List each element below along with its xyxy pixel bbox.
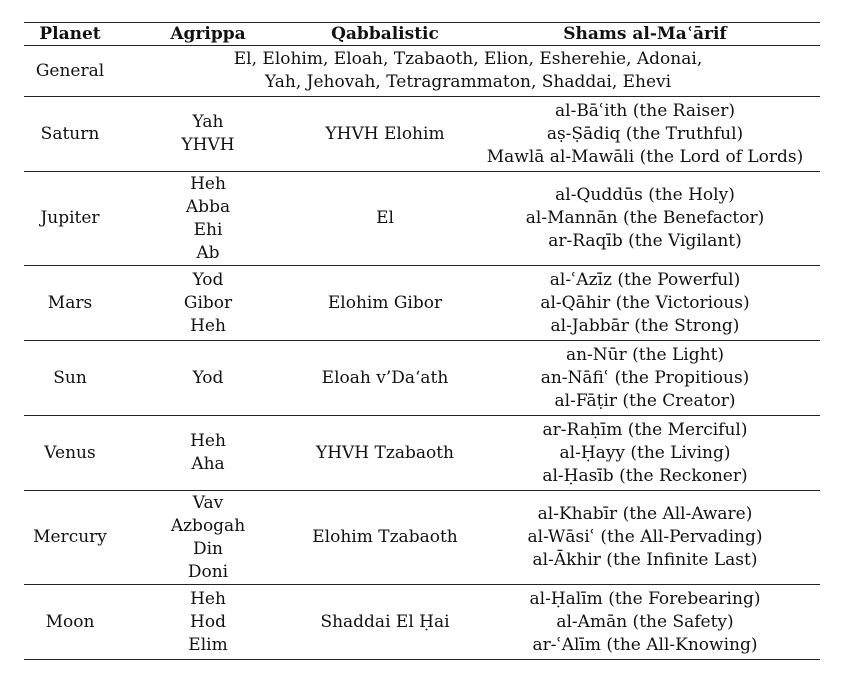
agrippa-cell	[116, 585, 300, 660]
shams-name: ar-Raqīb (the Vigilant)	[548, 231, 742, 251]
agrippa-cell	[116, 416, 300, 491]
table-row	[24, 341, 820, 416]
planet-cell: General	[24, 46, 116, 97]
agrippa-name: Yod	[192, 269, 224, 290]
general-row	[24, 46, 820, 97]
shams-name: al-Quddūs (the Holy)	[555, 185, 735, 205]
qabbalistic-cell: Eloah v’Da‘ath	[300, 341, 470, 416]
shams-name: al-ʿAzīz (the Powerful)	[549, 269, 741, 290]
agrippa-name: Abba	[185, 196, 231, 217]
table-row	[24, 97, 820, 172]
shams-name: al-Mannān (the Benefactor)	[525, 208, 765, 228]
shams-name: ar-Raḥīm (the Merciful)	[542, 419, 748, 440]
table-row	[24, 416, 820, 491]
shams-name: al-Ḥalīm (the Forebearing)	[529, 588, 761, 609]
agrippa-name: Ehi	[193, 219, 223, 240]
shams-cell	[470, 97, 820, 172]
header-shams: Shams al-Maʿārif	[470, 23, 820, 46]
planet-cell: Venus	[24, 416, 116, 491]
agrippa-cell	[116, 491, 300, 585]
shams-cell	[470, 585, 820, 660]
shams-cell	[470, 416, 820, 491]
shams-name: ar-ʿAlīm (the All-Knowing)	[532, 634, 758, 655]
agrippa-name: Hod	[190, 611, 226, 632]
header-qabbalistic: Qabbalistic	[300, 23, 470, 46]
shams-name: an-Nāfiʿ (the Propitious)	[540, 367, 750, 388]
agrippa-name: Yod	[192, 367, 224, 388]
header-agrippa: Agrippa	[116, 23, 300, 46]
shams-name: al-Amān (the Safety)	[556, 611, 734, 632]
shams-cell	[470, 172, 820, 266]
agrippa-name: Heh	[190, 315, 226, 336]
shams-name: al-Fāṭir (the Creator)	[554, 390, 736, 411]
table-row	[24, 585, 820, 660]
agrippa-cell	[116, 172, 300, 266]
shams-name: al-Ākhir (the Infinite Last)	[532, 550, 758, 570]
agrippa-name: Din	[192, 538, 223, 559]
shams-name: al-Jabbār (the Strong)	[550, 315, 740, 336]
agrippa-name: Ab	[196, 242, 220, 263]
agrippa-name: Heh	[190, 431, 226, 451]
shams-cell	[470, 341, 820, 416]
shams-name: al-Ḥasīb (the Reckoner)	[542, 465, 748, 486]
agrippa-name: Vav	[192, 492, 224, 513]
shams-cell	[470, 491, 820, 585]
general-names-cell	[116, 46, 820, 97]
shams-name: al-Wāsiʿ (the All-Pervading)	[527, 527, 763, 547]
agrippa-cell	[116, 341, 300, 416]
planet-cell: Moon	[24, 585, 116, 660]
planet-cell: Jupiter	[24, 172, 116, 266]
planet-cell: Sun	[24, 341, 116, 416]
agrippa-name: Elim	[188, 634, 228, 655]
general-names-line: El, Elohim, Eloah, Tzabaoth, Elion, Esherehie, Adonai,	[233, 49, 703, 69]
shams-name: an-Nūr (the Light)	[565, 344, 725, 365]
shams-name: al-Ḥayy (the Living)	[559, 442, 731, 463]
shams-name: Mawlā al-Mawāli (the Lord of Lords)	[486, 146, 804, 167]
agrippa-name: Heh	[190, 173, 226, 194]
agrippa-name: Gibor	[183, 292, 233, 313]
agrippa-cell	[116, 266, 300, 341]
planet-cell: Mars	[24, 266, 116, 341]
header-row	[24, 23, 820, 46]
general-names-line: Yah, Jehovah, Tetragrammaton, Shaddai, Ehevi	[264, 72, 672, 92]
shams-name: al-Bāʿith (the Raiser)	[555, 100, 735, 121]
qabbalistic-cell: YHVH Tzabaoth	[300, 416, 470, 491]
table-row	[24, 172, 820, 266]
table-row	[24, 266, 820, 341]
header-planet: Planet	[24, 23, 116, 46]
agrippa-name: Heh	[190, 588, 226, 609]
table-header	[24, 23, 820, 46]
qabbalistic-cell: YHVH Elohim	[300, 97, 470, 172]
agrippa-name: YHVH	[181, 135, 235, 155]
shams-cell	[470, 266, 820, 341]
agrippa-name: Doni	[187, 561, 229, 582]
planet-cell: Saturn	[24, 97, 116, 172]
shams-name: al-Khabīr (the All-Aware)	[537, 504, 753, 524]
planet-cell: Mercury	[24, 491, 116, 585]
agrippa-name: Azbogah	[170, 515, 246, 536]
qabbalistic-cell: Elohim Tzabaoth	[300, 491, 470, 585]
agrippa-name: Aha	[191, 454, 225, 474]
shams-name: aṣ-Ṣādiq (the Truthful)	[546, 123, 744, 144]
agrippa-cell	[116, 97, 300, 172]
qabbalistic-cell: Elohim Gibor	[300, 266, 470, 341]
qabbalistic-cell: Shaddai El Ḥai	[300, 585, 470, 660]
table-row	[24, 491, 820, 585]
qabbalistic-cell: El	[300, 172, 470, 266]
shams-name: al-Qāhir (the Victorious)	[540, 292, 750, 313]
agrippa-name: Yah	[192, 112, 224, 132]
divine-names-table	[24, 22, 820, 660]
